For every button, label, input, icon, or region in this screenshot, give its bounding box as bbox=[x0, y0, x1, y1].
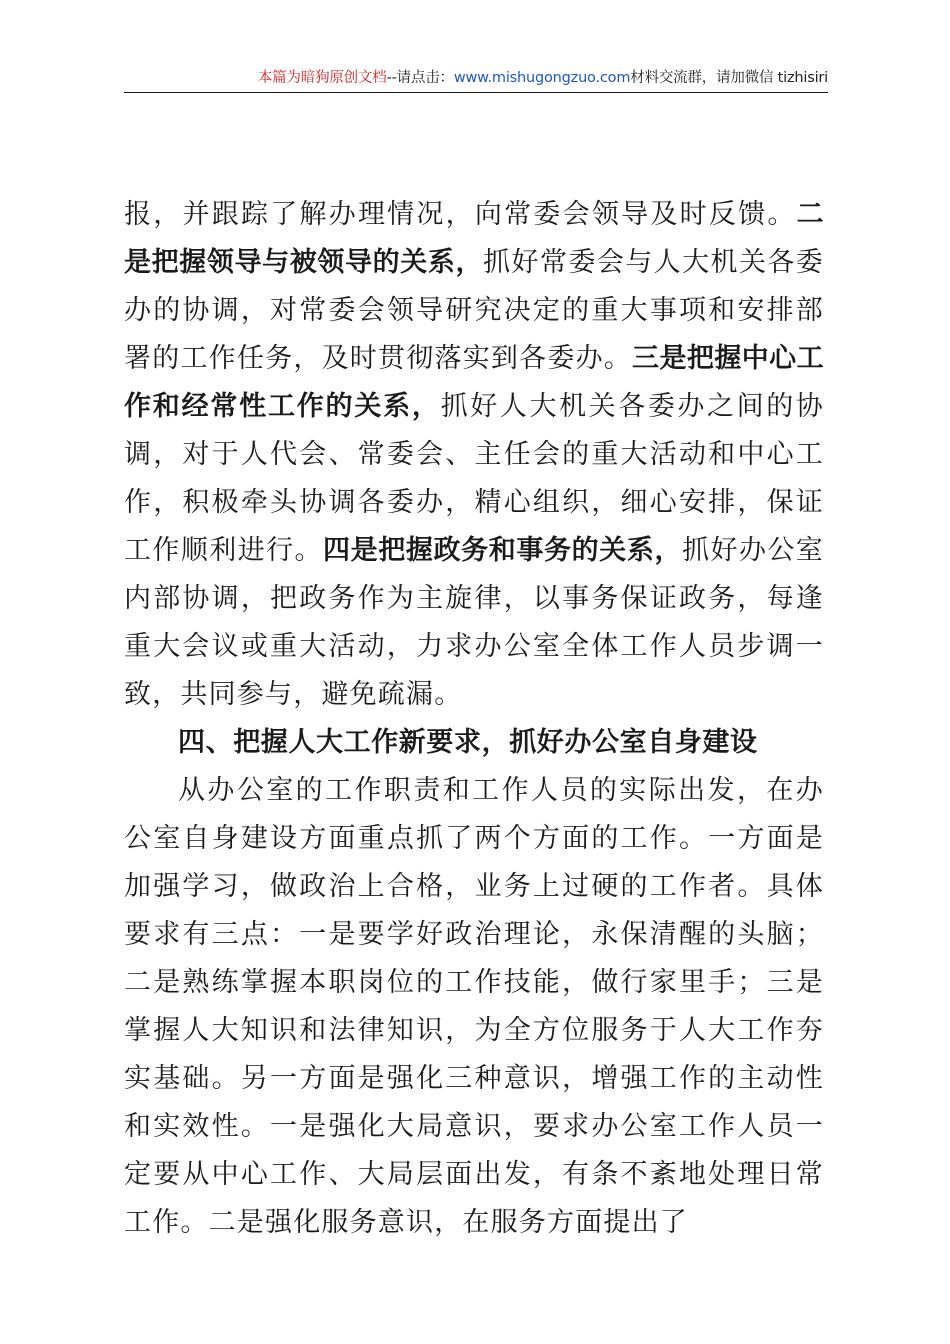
paragraph-self-building: 从办公室的工作职责和工作人员的实际出发，在办公室自身建设方面重点抓了两个方面的工作。一方面是加强学习，做政治上合格，业务上过硬的工作者。具体要求有三点：一是要学好政治理论，永保清醒的头脑；二是熟练掌握本职岗位的工作技能，做行家里手；三是掌握人大知识和法律知识，为全方位服务于人大工作夯实基础。另一方面是强化三种意识，增强工作的主动性和实效性。一是强化大局意识，要求办公室工作人员一定要从中心工作、大局层面出发，有条不紊地处理日常工作。二是强化服务意识，在服务方面提出了 bbox=[124, 775, 824, 1238]
header-original-notice: 本篇为暗狗原创文档 bbox=[257, 70, 387, 86]
text-segment: 抓好常委会与人大机关各委办的协调，对常委会领导研究决定的重大事项和安排部署的工作任务，及时贯彻落实到各委办。 bbox=[124, 247, 824, 374]
header-divider bbox=[124, 92, 828, 93]
document-body bbox=[124, 191, 824, 1247]
document-header bbox=[124, 66, 828, 90]
bold-point-two: 二是把握领导与被领导的关系， bbox=[124, 199, 824, 278]
section-heading: 四、把握人大工作新要求，抓好办公室自身建设 bbox=[178, 727, 758, 758]
header-website-link[interactable]: www.mishugongzuo.com bbox=[453, 70, 631, 86]
header-wechat-note: 材料交流群，请加微信 tizhisiri bbox=[630, 70, 828, 86]
text-segment: 抓好人大机关各委办之间的协调，对于人代会、常委会、主任会的重大活动和中心工作，积极牵头协调各委办，精心组织，细心安排，保证工作顺利进行。 bbox=[124, 391, 824, 566]
bold-point-four: 四是把握政务和事务的关系， bbox=[322, 535, 683, 566]
header-click-prompt: --请点击： bbox=[386, 70, 454, 86]
paragraph-coordination bbox=[124, 191, 824, 719]
bold-point-three: 三是把握中心工作和经常性工作的关系， bbox=[124, 343, 824, 422]
text-segment: 抓好办公室内部协调，把政务作为主旋律，以事务保证政务，每逢重大会议或重大活动，力求办公室全体工作人员步调一致，共同参与，避免疏漏。 bbox=[124, 535, 825, 710]
text-segment: 报，并跟踪了解办理情况，向常委会领导及时反馈。 bbox=[124, 199, 797, 230]
